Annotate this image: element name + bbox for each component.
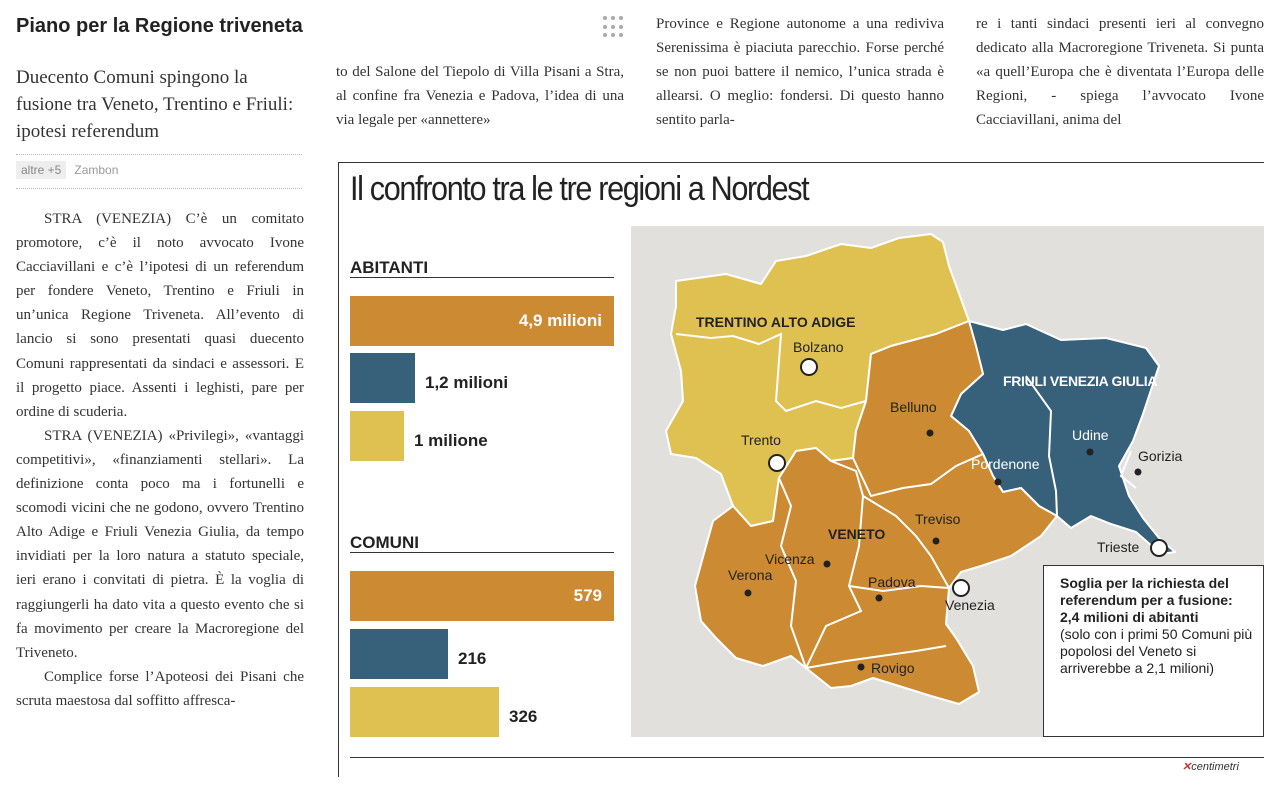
infographic-title: Il confronto tra le tre regioni a Nordest: [350, 170, 809, 208]
referendum-note: [1043, 565, 1264, 737]
divider: [16, 154, 302, 155]
svg-text:Gorizia: Gorizia: [1138, 448, 1183, 464]
note-body: (solo con i primi 50 Comuni più popolosi del Veneto si arriverebbe a 2,1 milioni): [1060, 626, 1253, 676]
article-column-4: re i tanti sindaci presenti ieri al convegno dedicato alla Macroregione Triveneta. Si punta «a quell’Europa che è diventata l’Europa delle Regioni, - spiega l’avvocato Ivone Cacciavillani, anima del: [976, 16, 1264, 129]
svg-text:Rovigo: Rovigo: [871, 660, 915, 676]
abitanti-bar-friuli: [350, 353, 415, 403]
infographic-frame: [338, 162, 339, 777]
abitanti-bar-veneto: [350, 296, 614, 346]
svg-text:Udine: Udine: [1072, 427, 1109, 443]
svg-text:Pordenone: Pordenone: [971, 456, 1040, 472]
article-headline: Piano per la Regione triveneta: [16, 15, 303, 37]
svg-text:Venezia: Venezia: [945, 597, 995, 613]
comuni-title: COMUNI: [350, 533, 419, 552]
abitanti-label-trentino: 1 milione: [414, 431, 488, 450]
region-label-friuli: FRIULI VENEZIA GIULIA: [1003, 373, 1158, 389]
svg-text:Verona: Verona: [728, 567, 773, 583]
comuni-bar-trentino: [350, 687, 499, 737]
svg-text:Treviso: Treviso: [915, 511, 961, 527]
abitanti-title: ABITANTI: [350, 258, 429, 277]
article-column-2: to del Salone del Tiepolo di Villa Pisani a Stra, al confine fra Venezia e Padova, l’idea di una via legale per «annettere»: [336, 64, 624, 129]
author-tag[interactable]: Zambon: [74, 163, 119, 177]
tag-row: [16, 161, 118, 179]
section-rule: [350, 552, 614, 553]
svg-text:Vicenza: Vicenza: [765, 551, 815, 567]
city-gorizia: [1135, 448, 1183, 476]
paragraph: Complice forse l’Apoteosi dei Pisani che scruta maestosa dal soffitto affresca-: [16, 668, 304, 709]
comuni-label-trentino: 326: [509, 707, 538, 726]
city-trieste: [1097, 539, 1167, 556]
region-label-trentino: TRENTINO ALTO ADIGE: [696, 314, 856, 330]
more-tags-button[interactable]: altre +5: [16, 161, 66, 179]
article-subhead: Duecento Comuni spingono la fusione tra Veneto, Trentino e Friuli: ipotesi referendum: [16, 67, 294, 142]
abitanti-bar-trentino: [350, 411, 404, 461]
svg-text:Trieste: Trieste: [1097, 539, 1140, 555]
note-title: Soglia per la richiesta del referendum per a fusione: 2,4 milioni di abitanti: [1060, 575, 1233, 625]
svg-text:Bolzano: Bolzano: [793, 339, 844, 355]
svg-text:Trento: Trento: [741, 432, 781, 448]
infographic-bottom-rule: [350, 757, 1264, 758]
svg-text:Padova: Padova: [868, 574, 916, 590]
comuni-bar-friuli: [350, 629, 448, 679]
centimetri-logo: ✕centimetri: [1182, 761, 1239, 773]
bar-label: 4,9 milioni: [518, 311, 602, 330]
infographic-frame: [338, 162, 1264, 163]
article-column-1: [16, 207, 304, 713]
paragraph: STRA (VENEZIA) «Privilegi», «vantaggi competitivi», «finanziamenti stellari». La definizione conta poco ma i fortunelli e scomodi vicini che ne godono, ovvero Trentino Alto Adige e Friuli Venezia Giulia, da tempo invidiati per la loro natura a statuto speciale, ieri erano i convitati di pietra. È la voglia di raggiungerli ha dato vita a questo evento che si fa movimento per creare la Macroregione del Triveneto.: [16, 427, 304, 661]
divider: [16, 188, 302, 189]
region-label-veneto: VENETO: [828, 526, 886, 542]
comuni-label-friuli: 216: [458, 649, 487, 668]
abitanti-label-friuli: 1,2 milioni: [425, 373, 509, 392]
article-column-3: Province e Regione autonome a una rediviva Serenissima è piaciuta parecchio. Forse perché se non puoi battere il nemico, l’unica strada è allearsi. O meglio: fondersi. Di questo hanno sentito parla-: [656, 16, 944, 129]
section-rule: [350, 277, 614, 278]
svg-text:Belluno: Belluno: [890, 399, 937, 415]
grid-menu-icon[interactable]: [603, 16, 625, 38]
paragraph: STRA (VENEZIA) C’è un comitato promotore, c’è il noto avvocato Ivone Cacciavillani e c’è l’ipotesi di un referendum per fondere Veneto, Trentino e Friuli in un’unica Regione Triveneta. All’evento di lancio si sono presentati quasi duecento Comuni rappresentati da sindaci e assessori. E il progetto piace. Assenti i leghisti, pare per ordine di scuderia.: [16, 211, 304, 420]
comuni-bar-veneto: [350, 571, 614, 621]
bar-label: 579: [573, 586, 602, 605]
